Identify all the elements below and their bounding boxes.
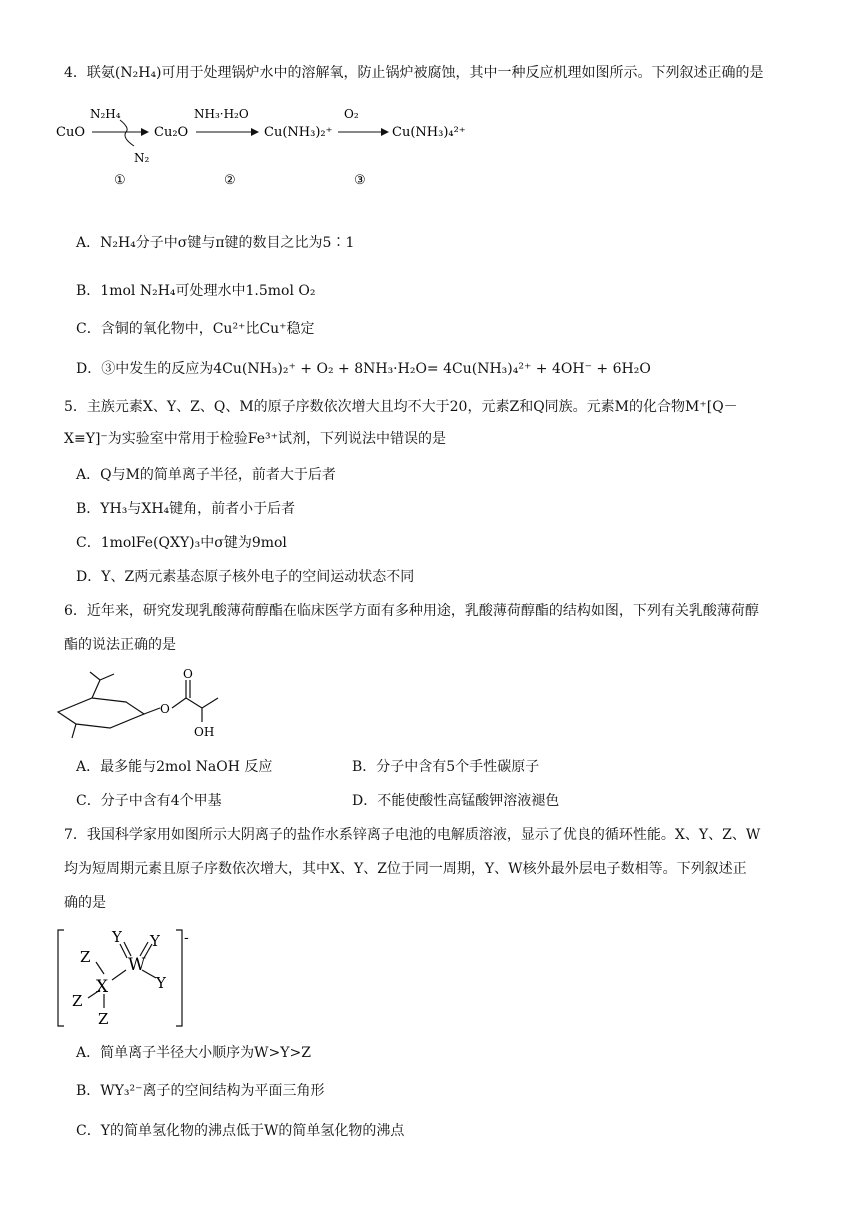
arrow-step1-branch [120, 120, 134, 146]
question-7-stem-line-1: 7．我国科学家用如图所示大阴离子的盐作水系锌离子电池的电解质溶液，显示了优良的循环性能。X、Y、Z、W [64, 827, 761, 843]
question-7-line-3-wrap [64, 892, 824, 914]
step-3-label: ③ [354, 173, 366, 188]
reagent-nh3h2o: NH₃·H₂O [194, 107, 249, 121]
question-5 [64, 396, 824, 418]
atom-z-upper: Z [80, 948, 91, 966]
q6-option-b: B．分子中含有5个手性碳原子 [352, 759, 540, 775]
q4-option-b: B．1mol N₂H₄可处理水中1.5mol O₂ [76, 283, 316, 299]
question-5-line-2-wrap [64, 428, 824, 450]
question-7-line-2-wrap [64, 858, 824, 880]
atom-z-bottom: Z [98, 1010, 109, 1028]
q6-option-a: A．最多能与2mol NaOH 反应 [76, 759, 273, 775]
species-cu-nh3-4: Cu(NH₃)₄²⁺ [392, 125, 466, 140]
hydroxyl-label: OH [194, 725, 215, 739]
carbonyl-oxygen-label: O [183, 668, 193, 681]
q5-option-a: A．Q与M的简单离子半径，前者大于后者 [76, 467, 336, 483]
question-7-stem-line-3: 确的是 [64, 895, 106, 911]
question-4 [64, 62, 824, 84]
ester-oxygen-label: O [160, 702, 170, 716]
byproduct-n2: N₂ [134, 151, 150, 165]
atom-z-left: Z [72, 992, 83, 1010]
step-2-label: ② [224, 173, 236, 188]
question-4-stem: 4．联氨(N₂H₄)可用于处理锅炉水中的溶解氧，防止锅炉被腐蚀，其中一种反应机理如图所示。下列叙述正确的是 [64, 65, 764, 81]
question-6-line-2-wrap [64, 634, 824, 656]
atom-w: W [128, 955, 146, 975]
q5-option-d: D．Y、Z两元素基态原子核外电子的空间运动状态不同 [76, 569, 415, 585]
charge-label: - [184, 930, 189, 946]
q5-option-b: B．YH₃与XH₄键角，前者小于后者 [76, 501, 296, 517]
q6-option-d: D．不能使酸性高锰酸钾溶液褪色 [352, 793, 560, 809]
q4-option-a: A．N₂H₄分子中σ键与π键的数目之比为5∶1 [76, 235, 355, 251]
q4-reaction-scheme [52, 98, 512, 198]
anion-structure [52, 924, 212, 1034]
species-cu2o: Cu₂O [154, 125, 189, 140]
question-7 [64, 824, 824, 846]
q7-option-a: A．简单离子半径大小顺序为W>Y>Z [76, 1045, 311, 1061]
q5-option-c: C．1molFe(QXY)₃中σ键为9mol [76, 535, 287, 551]
species-cu-nh3-2: Cu(NH₃)₂⁺ [264, 125, 333, 140]
reagent-n2h4: N₂H₄ [90, 107, 121, 121]
atom-y-top-left: Y [112, 928, 122, 946]
question-5-stem-line-1: 5．主族元素X、Y、Z、Q、M的原子序数依次增大且均不大于20，元素Z和Q同族。元素M的化合物M⁺[Q－ [64, 399, 738, 415]
question-7-stem-line-2: 均为短周期元素且原子序数依次增大，其中X、Y、Z位于同一周期，Y、W核外最外层电子数相等。下列叙述正 [64, 861, 747, 877]
atom-y-right: Y [156, 974, 166, 992]
atom-y-top-right: Y [150, 932, 160, 950]
q6-option-c: C．分子中含有4个甲基 [76, 793, 222, 809]
question-6-stem-line-1: 6．近年来，研究发现乳酸薄荷醇酯在临床医学方面有多种用途，乳酸薄荷醇酯的结构如图，下列有关乳酸薄荷醇 [64, 603, 759, 619]
q7-option-c: C．Y的简单氢化物的沸点低于W的简单氢化物的沸点 [76, 1123, 405, 1139]
question-6-stem-line-2: 酯的说法正确的是 [64, 637, 176, 653]
question-5-stem-line-2: X≡Y]⁻为实验室中常用于检验Fe³⁺试剂，下列说法中错误的是 [64, 431, 447, 447]
step-1-label: ① [114, 173, 126, 188]
question-6 [64, 600, 824, 622]
species-cuo: CuO [56, 125, 85, 140]
q4-option-c: C．含铜的氧化物中，Cu²⁺比Cu⁺稳定 [76, 321, 315, 337]
reagent-o2: O₂ [344, 107, 359, 121]
q7-option-b: B．WY₃²⁻离子的空间结构为平面三角形 [76, 1083, 325, 1099]
atom-x: X [96, 977, 109, 997]
menthyl-lactate-structure [52, 668, 252, 748]
q4-option-d: D．③中发生的反应为4Cu(NH₃)₂⁺ + O₂ + 8NH₃·H₂O= 4Cu(NH₃)₄²⁺ + 4OH⁻ + 6H₂O [76, 361, 651, 377]
